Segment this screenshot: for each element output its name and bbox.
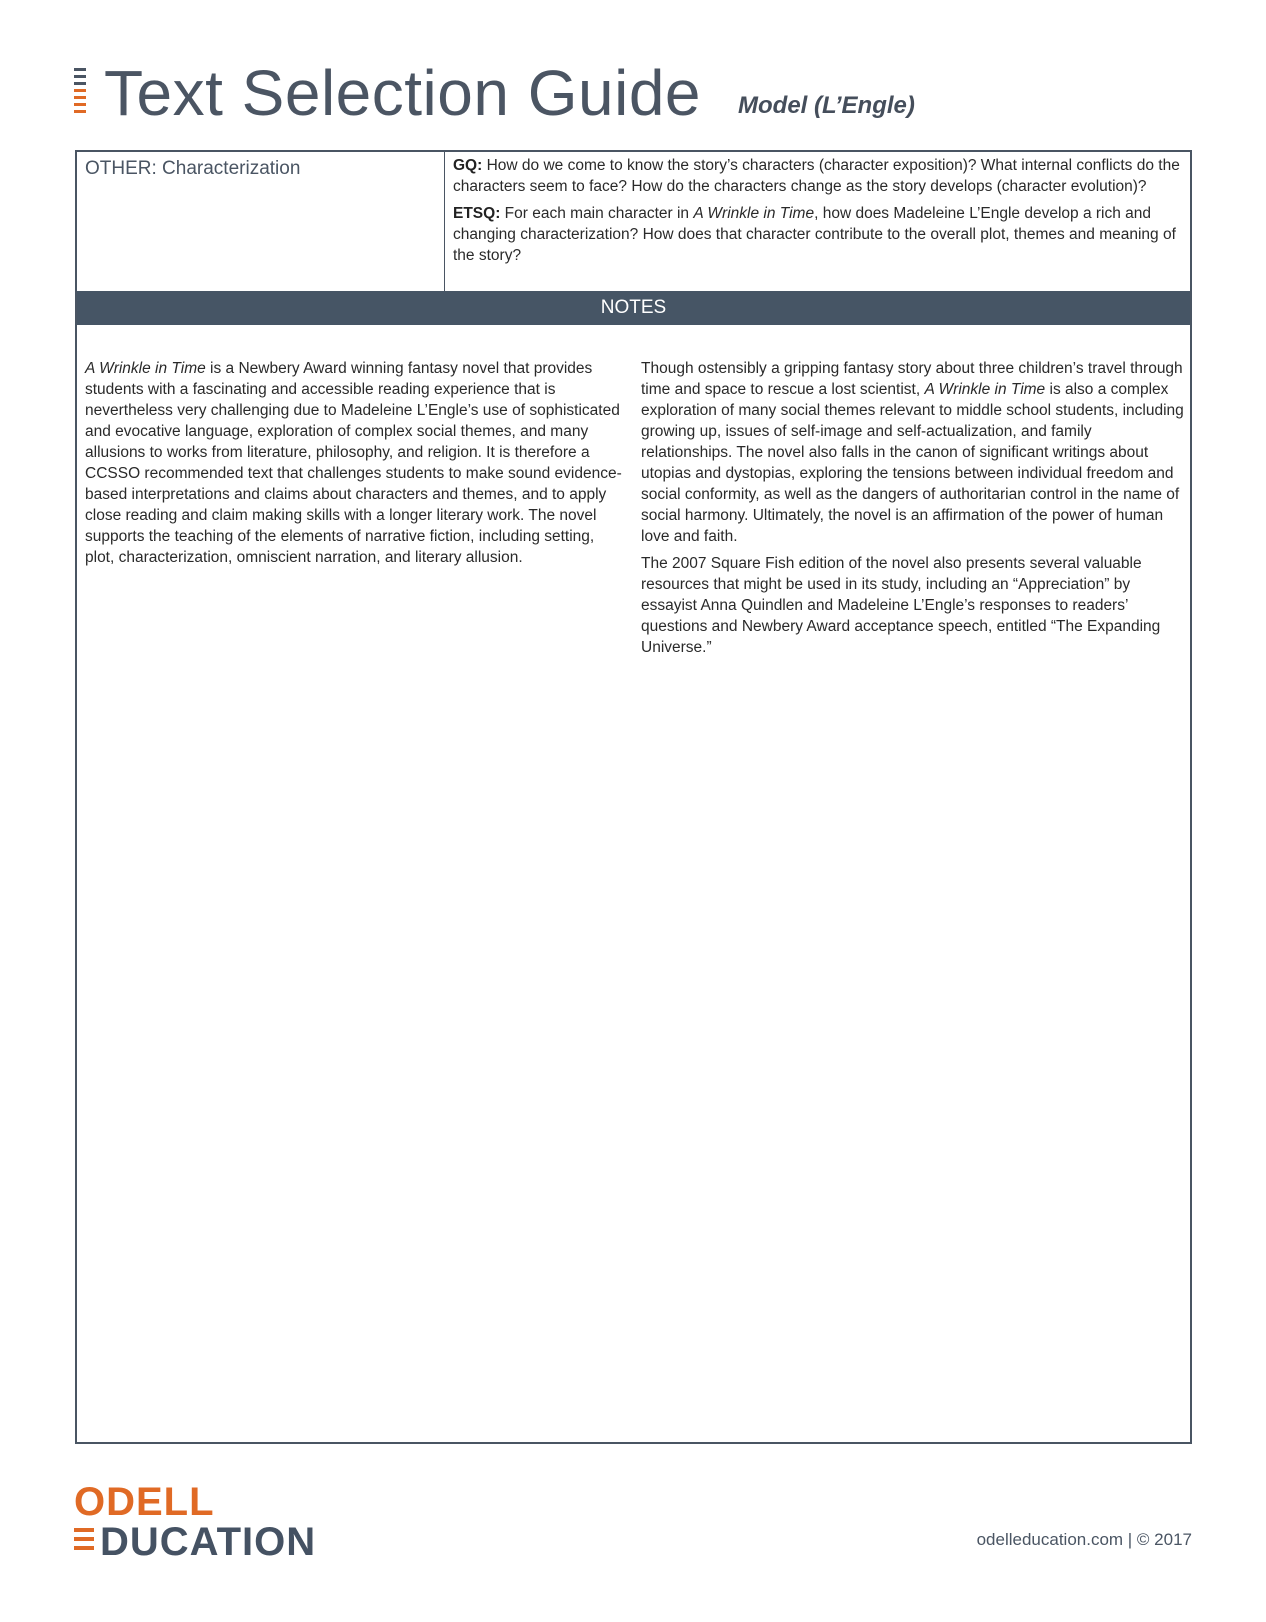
question-row <box>77 152 1190 291</box>
paragraph-text: is also a complex exploration of many social themes relevant to middle school students, including growing up, issues of self-image and self-actualization, and family relationships. The novel also falls in the canon of significant writings about utopias and dystopias, exploring the tensions between individual freedom and social conformity, as well as the dangers of authoritarian control in the name of social harmony. Ultimately, the novel is an affirmation of the power of human love and faith. <box>641 381 1184 545</box>
category-cell <box>77 152 445 291</box>
logo-line-education <box>74 1522 316 1562</box>
logo-line-odell: ODELL <box>74 1480 215 1524</box>
title-bars-icon <box>74 68 88 122</box>
odell-education-logo <box>74 1482 316 1562</box>
etsq-text-1: For each main character in <box>500 205 694 222</box>
notes-heading: NOTES <box>77 291 1190 325</box>
notes-left-paragraph <box>85 358 625 568</box>
etsq-book-title: A Wrinkle in Time <box>693 205 815 222</box>
etsq-label: ETSQ: <box>453 205 501 222</box>
notes-column-left <box>85 358 625 574</box>
paragraph-text: Though ostensibly a gripping fantasy story about three children’s travel through time and space to rescue a lost scientist, <box>641 360 1183 398</box>
footer-site-copyright: odelleducation.com | © 2017 <box>976 1530 1192 1549</box>
page-subtitle: Model (L’Engle) <box>738 92 915 119</box>
book-title: A Wrinkle in Time <box>924 381 1046 398</box>
notes-right-paragraph-2: The 2007 Square Fish edition of the novel also presents several valuable resources that might be used in its study, including an “Appreciation” by essayist Anna Quindlen and Madeleine L’Engle’s responses to readers’ questions and Newbery Award acceptance speech, entitled “The Expanding Universe.” <box>641 555 1161 656</box>
logo-education-text: DUCATION <box>100 1520 317 1564</box>
book-title: A Wrinkle in Time <box>85 360 206 377</box>
page-header <box>74 57 1194 132</box>
guiding-question <box>453 155 1184 197</box>
category-label: OTHER: Characterization <box>85 158 301 179</box>
notes-right-paragraph-1 <box>641 358 1186 547</box>
gq-text: How do we come to know the story’s characters (character exposition)? What internal conflicts do the characters seem to face? How do the characters change as the story develops (character evolution)? <box>453 157 1180 195</box>
paragraph-text: is a Newbery Award winning fantasy novel that provides students with a fascinating and accessible reading experience that is nevertheless very challenging due to Madeleine L’Engle’s use of sophisticated and evocative language, exploration of complex social themes, and many allusions to works from literature, philosophy, and religion. It is therefore a CCSSO recommended text that challenges students to make sound evidence-based interpretations and claims about characters and themes, and to apply close reading and claim making skills with a longer literary work. The novel supports the teaching of the elements of narrative fiction, including setting, plot, characterization, omniscient narration, and literary allusion. <box>85 360 622 566</box>
gq-label: GQ: <box>453 157 483 174</box>
etsq-text-2: , how does Madeleine L’Engle develop a rich and changing characterization? How does that character contribute to the overall plot, themes and meaning of the story? <box>453 205 1176 264</box>
notes-column-right <box>641 358 1186 664</box>
logo-e-bars-icon <box>74 1528 94 1558</box>
page-title: Text Selection Guide <box>104 57 701 129</box>
questions-cell <box>445 152 1190 291</box>
guide-table <box>75 150 1192 1444</box>
text-specific-question <box>453 203 1184 266</box>
